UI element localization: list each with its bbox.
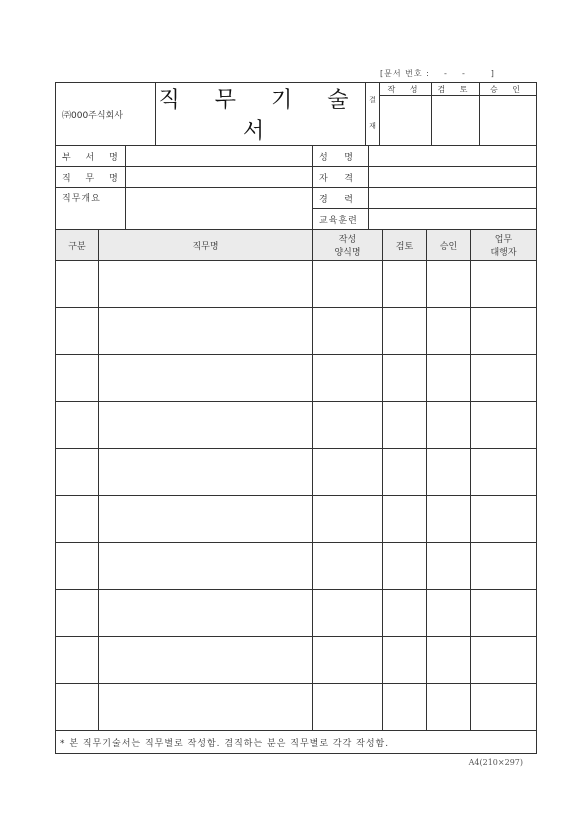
career-label: 경 력 [313, 188, 369, 209]
form-name-cell[interactable] [313, 355, 383, 402]
col-review: 검토 [383, 230, 427, 261]
review-cell[interactable] [383, 308, 427, 355]
paper-size: A4(210×297) [468, 758, 523, 767]
category-cell[interactable] [56, 496, 99, 543]
proxy-cell[interactable] [471, 684, 537, 731]
col-form-name [313, 230, 383, 261]
job-name-cell[interactable] [99, 308, 313, 355]
job-name-cell[interactable] [99, 496, 313, 543]
approval-label-top: 결 [369, 96, 376, 105]
approval-label-bottom: 재 [369, 122, 376, 130]
review-cell[interactable] [383, 684, 427, 731]
dept-field[interactable] [126, 146, 313, 167]
qualification-label: 자 격 [313, 167, 369, 188]
training-label: 교육훈련 [313, 209, 369, 230]
category-cell[interactable] [56, 543, 99, 590]
table-row [56, 543, 537, 590]
form-name-cell[interactable] [313, 449, 383, 496]
approval-col-approve: 승 인 [480, 83, 537, 96]
approve-cell[interactable] [427, 496, 471, 543]
review-cell[interactable] [383, 261, 427, 308]
approve-cell[interactable] [427, 449, 471, 496]
form-name-cell[interactable] [313, 496, 383, 543]
approval-sign-review[interactable] [432, 96, 480, 146]
job-table [55, 229, 537, 754]
table-row [56, 590, 537, 637]
info-table [55, 145, 537, 230]
page-title: 직 무 기 술 서 [156, 83, 366, 146]
name-field[interactable] [369, 146, 537, 167]
proxy-cell[interactable] [471, 449, 537, 496]
table-row [56, 684, 537, 731]
category-cell[interactable] [56, 402, 99, 449]
qualification-field[interactable] [369, 167, 537, 188]
review-cell[interactable] [383, 355, 427, 402]
review-cell[interactable] [383, 637, 427, 684]
approve-cell[interactable] [427, 684, 471, 731]
review-cell[interactable] [383, 449, 427, 496]
training-field[interactable] [369, 209, 537, 230]
approval-col-review: 검 토 [432, 83, 480, 96]
col-proxy-line1: 업무 [494, 235, 513, 245]
job-name-cell[interactable] [99, 684, 313, 731]
job-name-cell[interactable] [99, 402, 313, 449]
job-label: 직 무 명 [56, 167, 126, 188]
job-description-form [55, 82, 536, 754]
job-name-cell[interactable] [99, 543, 313, 590]
category-cell[interactable] [56, 684, 99, 731]
review-cell[interactable] [383, 402, 427, 449]
form-name-cell[interactable] [313, 590, 383, 637]
approval-label [366, 83, 380, 146]
approval-sign-write[interactable] [380, 96, 432, 146]
table-header-row [56, 230, 537, 261]
review-cell[interactable] [383, 543, 427, 590]
table-row [56, 449, 537, 496]
job-name-cell[interactable] [99, 355, 313, 402]
col-form-name-line1: 작성 [338, 235, 357, 245]
summary-field[interactable] [126, 188, 313, 230]
proxy-cell[interactable] [471, 308, 537, 355]
header-table [55, 82, 537, 146]
footnote: * 본 직무기술서는 직무별로 작성함. 겸직하는 분은 직무별로 각각 작성함. [56, 731, 537, 754]
approval-col-write: 작 성 [380, 83, 432, 96]
job-field[interactable] [126, 167, 313, 188]
document-number: [문서 번호 : - - ] [380, 69, 495, 78]
category-cell[interactable] [56, 449, 99, 496]
category-cell[interactable] [56, 590, 99, 637]
approve-cell[interactable] [427, 308, 471, 355]
company-name: ㈜000주식회사 [56, 83, 156, 146]
col-job-name: 직무명 [99, 230, 313, 261]
name-label: 성 명 [313, 146, 369, 167]
proxy-cell[interactable] [471, 637, 537, 684]
table-row [56, 355, 537, 402]
career-field[interactable] [369, 188, 537, 209]
table-row [56, 308, 537, 355]
proxy-cell[interactable] [471, 543, 537, 590]
form-name-cell[interactable] [313, 261, 383, 308]
approve-cell[interactable] [427, 590, 471, 637]
approve-cell[interactable] [427, 355, 471, 402]
table-row [56, 261, 537, 308]
review-cell[interactable] [383, 590, 427, 637]
proxy-cell[interactable] [471, 402, 537, 449]
approve-cell[interactable] [427, 261, 471, 308]
form-name-cell[interactable] [313, 637, 383, 684]
col-category: 구분 [56, 230, 99, 261]
col-approve: 승인 [427, 230, 471, 261]
col-form-name-line2: 양식명 [334, 248, 361, 258]
job-name-cell[interactable] [99, 590, 313, 637]
proxy-cell[interactable] [471, 355, 537, 402]
category-cell[interactable] [56, 261, 99, 308]
dept-label: 부 서 명 [56, 146, 126, 167]
form-name-cell[interactable] [313, 684, 383, 731]
form-name-cell[interactable] [313, 402, 383, 449]
table-body [56, 261, 537, 731]
col-proxy [471, 230, 537, 261]
category-cell[interactable] [56, 637, 99, 684]
approve-cell[interactable] [427, 637, 471, 684]
proxy-cell[interactable] [471, 496, 537, 543]
table-row [56, 637, 537, 684]
approve-cell[interactable] [427, 402, 471, 449]
col-proxy-line2: 대행자 [490, 248, 517, 258]
form-name-cell[interactable] [313, 543, 383, 590]
category-cell[interactable] [56, 308, 99, 355]
table-row [56, 402, 537, 449]
review-cell[interactable] [383, 496, 427, 543]
approval-sign-approve[interactable] [480, 96, 537, 146]
table-row [56, 496, 537, 543]
form-name-cell[interactable] [313, 308, 383, 355]
job-name-cell[interactable] [99, 637, 313, 684]
category-cell[interactable] [56, 355, 99, 402]
approve-cell[interactable] [427, 543, 471, 590]
proxy-cell[interactable] [471, 261, 537, 308]
summary-label: 직무개요 [56, 188, 126, 230]
job-name-cell[interactable] [99, 261, 313, 308]
proxy-cell[interactable] [471, 590, 537, 637]
job-name-cell[interactable] [99, 449, 313, 496]
